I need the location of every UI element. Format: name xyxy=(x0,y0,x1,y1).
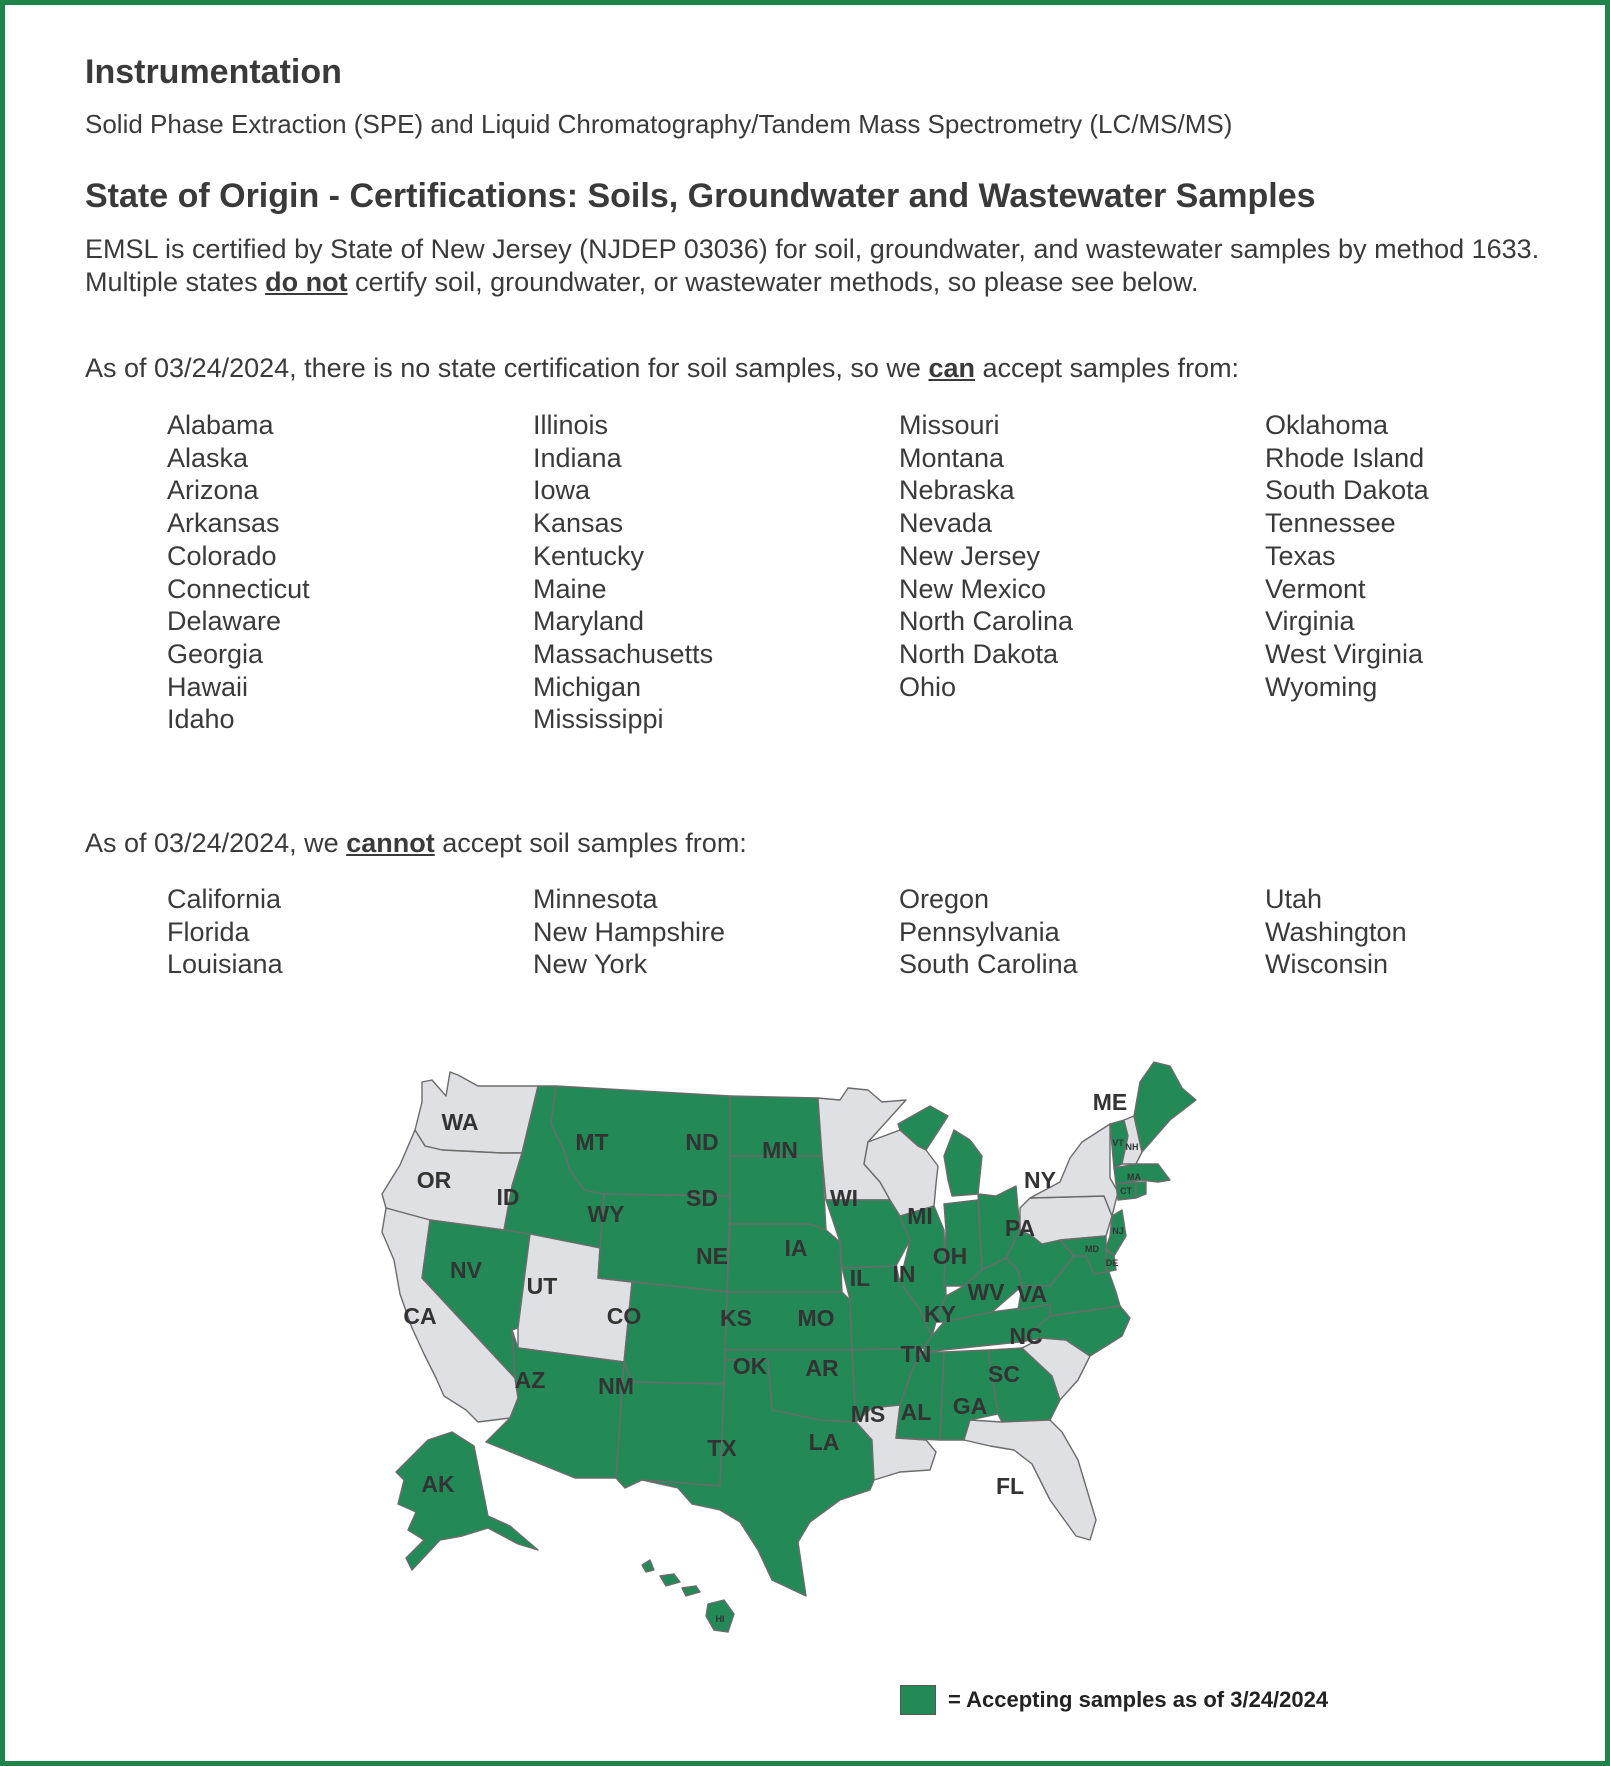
accept-state-item: Wyoming xyxy=(1265,671,1378,702)
reject-state-item: Oregon xyxy=(899,884,990,914)
accept-state-item: Texas xyxy=(1265,540,1336,571)
label-CO: CO xyxy=(606,1303,642,1329)
label-PA: PA xyxy=(1004,1215,1036,1241)
accept-state-item: North Dakota xyxy=(899,638,1059,669)
accept-states-list xyxy=(167,409,1610,736)
accept-state-item: Arizona xyxy=(167,475,259,506)
line2-emphasis: do not xyxy=(265,267,348,297)
label-MA: MA xyxy=(1127,1172,1141,1182)
accept-state-item: Arkansas xyxy=(167,508,280,539)
certifications-line-1: EMSL is certified by State of New Jersey (NJDEP 03036) for soil, groundwater, and wastewater samples by method 1633. xyxy=(85,234,1540,264)
reject-state-item: Florida xyxy=(167,916,250,947)
legend-swatch xyxy=(900,1685,936,1715)
map-legend xyxy=(900,1685,1328,1715)
state-MA xyxy=(1114,1164,1170,1184)
label-MO: MO xyxy=(797,1305,835,1331)
accept-column xyxy=(1265,409,1610,736)
label-NV: NV xyxy=(450,1257,482,1283)
label-AZ: AZ xyxy=(514,1367,546,1393)
accept-state-item: Vermont xyxy=(1265,573,1366,604)
label-NC: NC xyxy=(1009,1323,1043,1349)
accept-state-item: West Virginia xyxy=(1265,638,1424,669)
certifications-paragraph xyxy=(85,233,1565,299)
state-FL xyxy=(964,1420,1096,1540)
reject-state-item: New Hampshire xyxy=(533,916,726,947)
label-TN: TN xyxy=(900,1341,932,1367)
label-SC: SC xyxy=(988,1361,1020,1387)
line2-after: certify soil, groundwater, or wastewater methods, so please see below. xyxy=(347,267,1199,297)
label-OK: OK xyxy=(732,1353,768,1379)
accept-state-item: Missouri xyxy=(899,410,1000,440)
label-DE: DE xyxy=(1105,1258,1119,1268)
label-MT: MT xyxy=(575,1129,609,1155)
label-SD: SD xyxy=(686,1185,718,1211)
accept-state-item: Maine xyxy=(533,573,607,604)
label-FL: FL xyxy=(995,1473,1025,1499)
accept-state-item: Alabama xyxy=(167,410,274,440)
label-NJ: NJ xyxy=(1112,1226,1124,1236)
accept-state-item: Kansas xyxy=(533,508,624,539)
label-KS: KS xyxy=(720,1305,752,1331)
label-VT: VT xyxy=(1112,1138,1124,1148)
label-HI: HI xyxy=(715,1614,725,1624)
state-ME xyxy=(1134,1062,1196,1152)
accept-state-item: Oklahoma xyxy=(1265,410,1389,440)
accept-state-item: Virginia xyxy=(1265,606,1355,637)
accept-state-item: South Dakota xyxy=(1265,475,1429,506)
certifications-heading: State of Origin - Certifications: Soils, Groundwater and Wastewater Samples xyxy=(85,177,1316,215)
reject-state-item: Pennsylvania xyxy=(899,916,1060,947)
accept-column xyxy=(167,409,533,736)
reject-state-item: Wisconsin xyxy=(1265,949,1389,980)
accept-state-item: New Mexico xyxy=(899,573,1047,604)
accept-state-item: Alaska xyxy=(167,442,249,473)
label-NM: NM xyxy=(598,1373,634,1399)
reject-state-item: Minnesota xyxy=(533,884,658,914)
label-LA: LA xyxy=(808,1429,840,1455)
accept-state-item: Massachusetts xyxy=(533,638,714,669)
label-IN: IN xyxy=(892,1261,916,1287)
reject-states-list xyxy=(167,883,1610,981)
instrumentation-text: Solid Phase Extraction (SPE) and Liquid Chromatography/Tandem Mass Spectrometry (LC/MS/MS) xyxy=(85,109,1233,139)
state-HI-molokai xyxy=(682,1586,700,1596)
label-OH: OH xyxy=(932,1243,968,1269)
reject-state-item: California xyxy=(167,884,282,914)
reject-column xyxy=(167,883,533,981)
label-WI: WI xyxy=(829,1185,859,1211)
state-MI-lower xyxy=(944,1130,982,1196)
us-map xyxy=(370,1060,1285,1635)
label-WA: WA xyxy=(441,1109,479,1135)
label-NH: NH xyxy=(1125,1142,1139,1152)
label-UT: UT xyxy=(526,1273,558,1299)
accept-state-item: Kentucky xyxy=(533,540,645,571)
label-VA: VA xyxy=(1016,1281,1048,1307)
accept-state-item: Nevada xyxy=(899,508,993,539)
label-ID: ID xyxy=(496,1184,520,1210)
legend-text: = Accepting samples as of 3/24/2024 xyxy=(948,1687,1329,1712)
accept-state-item: Connecticut xyxy=(167,573,310,604)
accept-state-item: Hawaii xyxy=(167,671,249,702)
instrumentation-heading: Instrumentation xyxy=(85,53,342,91)
label-GA: GA xyxy=(952,1393,988,1419)
label-NY: NY xyxy=(1024,1167,1056,1193)
reject-column xyxy=(533,883,899,981)
reject-column xyxy=(1265,883,1610,981)
label-AR: AR xyxy=(805,1355,839,1381)
label-MN: MN xyxy=(762,1137,798,1163)
accept-state-item: Nebraska xyxy=(899,475,1015,506)
label-WY: WY xyxy=(587,1201,625,1227)
label-KY: KY xyxy=(924,1301,956,1327)
accept-state-item: Delaware xyxy=(167,606,282,637)
accept-state-item: Mississippi xyxy=(533,704,664,735)
reject-state-item: Washington xyxy=(1265,916,1407,947)
reject-state-item: New York xyxy=(533,949,648,980)
state-HI xyxy=(642,1560,654,1572)
label-NE: NE xyxy=(696,1243,728,1269)
accept-state-item: Maryland xyxy=(533,606,645,637)
accept-intro xyxy=(85,353,1239,384)
label-CT: CT xyxy=(1120,1186,1132,1196)
line2-before: Multiple states xyxy=(85,267,266,297)
accept-intro-emphasis: can xyxy=(928,353,975,383)
accept-state-item: Georgia xyxy=(167,638,264,669)
label-AL: AL xyxy=(900,1399,932,1425)
accept-state-item: Tennessee xyxy=(1265,508,1396,539)
accept-state-item: Montana xyxy=(899,442,1005,473)
accept-intro-before: As of 03/24/2024, there is no state certification for soil samples, so we xyxy=(85,353,929,383)
accept-state-item: Rhode Island xyxy=(1265,442,1425,473)
accept-state-item: Colorado xyxy=(167,540,277,571)
reject-state-item: Louisiana xyxy=(167,949,283,980)
accept-intro-after: accept samples from: xyxy=(974,353,1240,383)
accept-state-item: Ohio xyxy=(899,671,957,702)
accept-column xyxy=(899,409,1265,736)
label-MS: MS xyxy=(850,1401,886,1427)
accept-state-item: North Carolina xyxy=(899,606,1074,637)
accept-state-item: Michigan xyxy=(533,671,642,702)
certifications-line-2 xyxy=(85,266,1565,299)
reject-intro-emphasis: cannot xyxy=(346,828,435,858)
reject-intro-before: As of 03/24/2024, we xyxy=(85,828,347,858)
reject-state-item: South Carolina xyxy=(899,949,1078,980)
label-ND: ND xyxy=(685,1129,719,1155)
label-ME: ME xyxy=(1092,1089,1128,1115)
label-MI: MI xyxy=(907,1203,933,1229)
label-AK: AK xyxy=(421,1471,455,1497)
label-IL: IL xyxy=(849,1265,871,1291)
accept-state-item: Illinois xyxy=(533,410,609,440)
us-map-svg xyxy=(370,1060,1285,1635)
label-MD: MD xyxy=(1085,1244,1099,1254)
accept-state-item: Idaho xyxy=(167,704,235,735)
label-TX: TX xyxy=(707,1435,737,1461)
accept-column xyxy=(533,409,899,736)
reject-state-item: Utah xyxy=(1265,884,1323,914)
accept-state-item: Iowa xyxy=(533,475,591,506)
reject-column xyxy=(899,883,1265,981)
reject-intro-after: accept soil samples from: xyxy=(434,828,747,858)
label-CA: CA xyxy=(403,1303,437,1329)
state-HI-maui xyxy=(660,1574,680,1586)
state-SD xyxy=(730,1156,826,1230)
state-RI xyxy=(1136,1182,1146,1198)
reject-intro xyxy=(85,828,747,859)
accept-state-item: New Jersey xyxy=(899,540,1041,571)
accept-state-item: Indiana xyxy=(533,442,622,473)
label-IA: IA xyxy=(784,1235,808,1261)
label-WV: WV xyxy=(967,1279,1005,1305)
label-OR: OR xyxy=(416,1167,452,1193)
